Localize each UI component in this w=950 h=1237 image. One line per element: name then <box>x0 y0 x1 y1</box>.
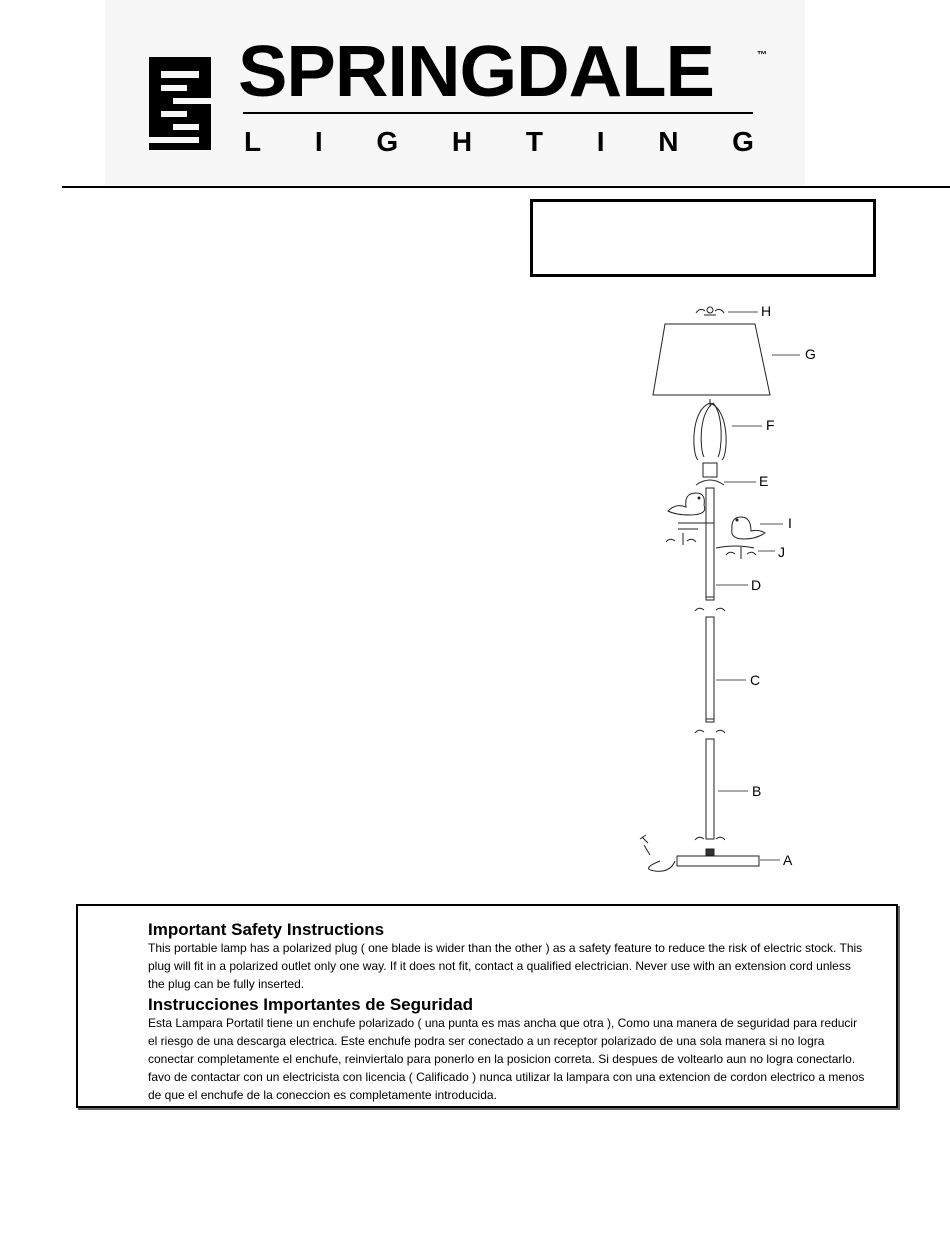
safety-title-en: Important Safety Instructions <box>148 920 385 939</box>
brand-sub-letter: I <box>596 126 605 157</box>
bird-left-part <box>666 493 714 545</box>
shade-part <box>653 324 770 395</box>
label-h: H <box>761 303 772 319</box>
label-g: G <box>805 346 816 362</box>
label-c: C <box>750 672 761 688</box>
pole-section-b <box>706 739 714 839</box>
label-b: B <box>752 783 762 799</box>
safety-title-es: Instrucciones Importantes de Seguridad <box>148 995 473 1014</box>
brand-sub-letter: H <box>451 126 473 157</box>
trademark-symbol: ™ <box>757 50 767 61</box>
safety-body-es: Esta Lampara Portatil tiene un enchufe polarizado ( una punta es mas ancha que otra ), Como una manera de seguridad para reducir el riesgo de una descarga electrica. Este enchufe podra ser conectado a un receptor polarizado de una sola manera si no logra conectar completamente el enchufe, reinviertalo para ponerlo en la posicion correta. Si despues de voltearlo aun no logra conectarlo. favo de contactar con un electricista con licencia ( Calificado ) nunca utilizar la lampara con una extencion de cordon electrico a menos de que el enchufe de la coneccion es completamente introducida. <box>148 1016 865 1102</box>
base-part <box>640 835 759 871</box>
brand-sub-letter: N <box>658 126 679 157</box>
socket-part <box>696 463 724 485</box>
label-j: J <box>778 544 785 560</box>
header-divider <box>62 186 950 188</box>
brand-subtitle <box>244 128 754 156</box>
safety-body-en: This portable lamp has a polarized plug ( one blade is wider than the other ) as a safety feature to reduce the risk of electric stock. This plug will fit in a polarized outlet only one way. If it does not fit, contact a qualified electrician. Never use with an extension cord unless the plug can be fully inserted. <box>148 941 863 991</box>
safety-instructions-box <box>76 904 898 1108</box>
label-e: E <box>759 473 769 489</box>
brand-name: SPRINGDALE <box>238 32 714 112</box>
pole-section-c <box>706 617 714 722</box>
springdale-logo-mark <box>149 57 211 150</box>
brand-divider <box>243 112 753 114</box>
logo-banner <box>105 0 805 185</box>
brand-sub-letter: G <box>732 126 754 157</box>
finial-part <box>696 307 724 315</box>
brand-sub-letter: T <box>525 126 543 157</box>
brand-sub-letter: L <box>244 126 262 157</box>
label-d: D <box>751 577 762 593</box>
bird-right-part <box>716 517 765 559</box>
label-a: A <box>783 852 793 868</box>
brand-sub-letter: I <box>314 126 323 157</box>
lamp-parts-diagram <box>620 295 850 885</box>
label-i: I <box>788 515 792 531</box>
brand-sub-letter: G <box>376 126 399 157</box>
pole-section-d <box>706 488 714 600</box>
label-f: F <box>766 417 775 433</box>
model-info-box <box>530 199 876 277</box>
